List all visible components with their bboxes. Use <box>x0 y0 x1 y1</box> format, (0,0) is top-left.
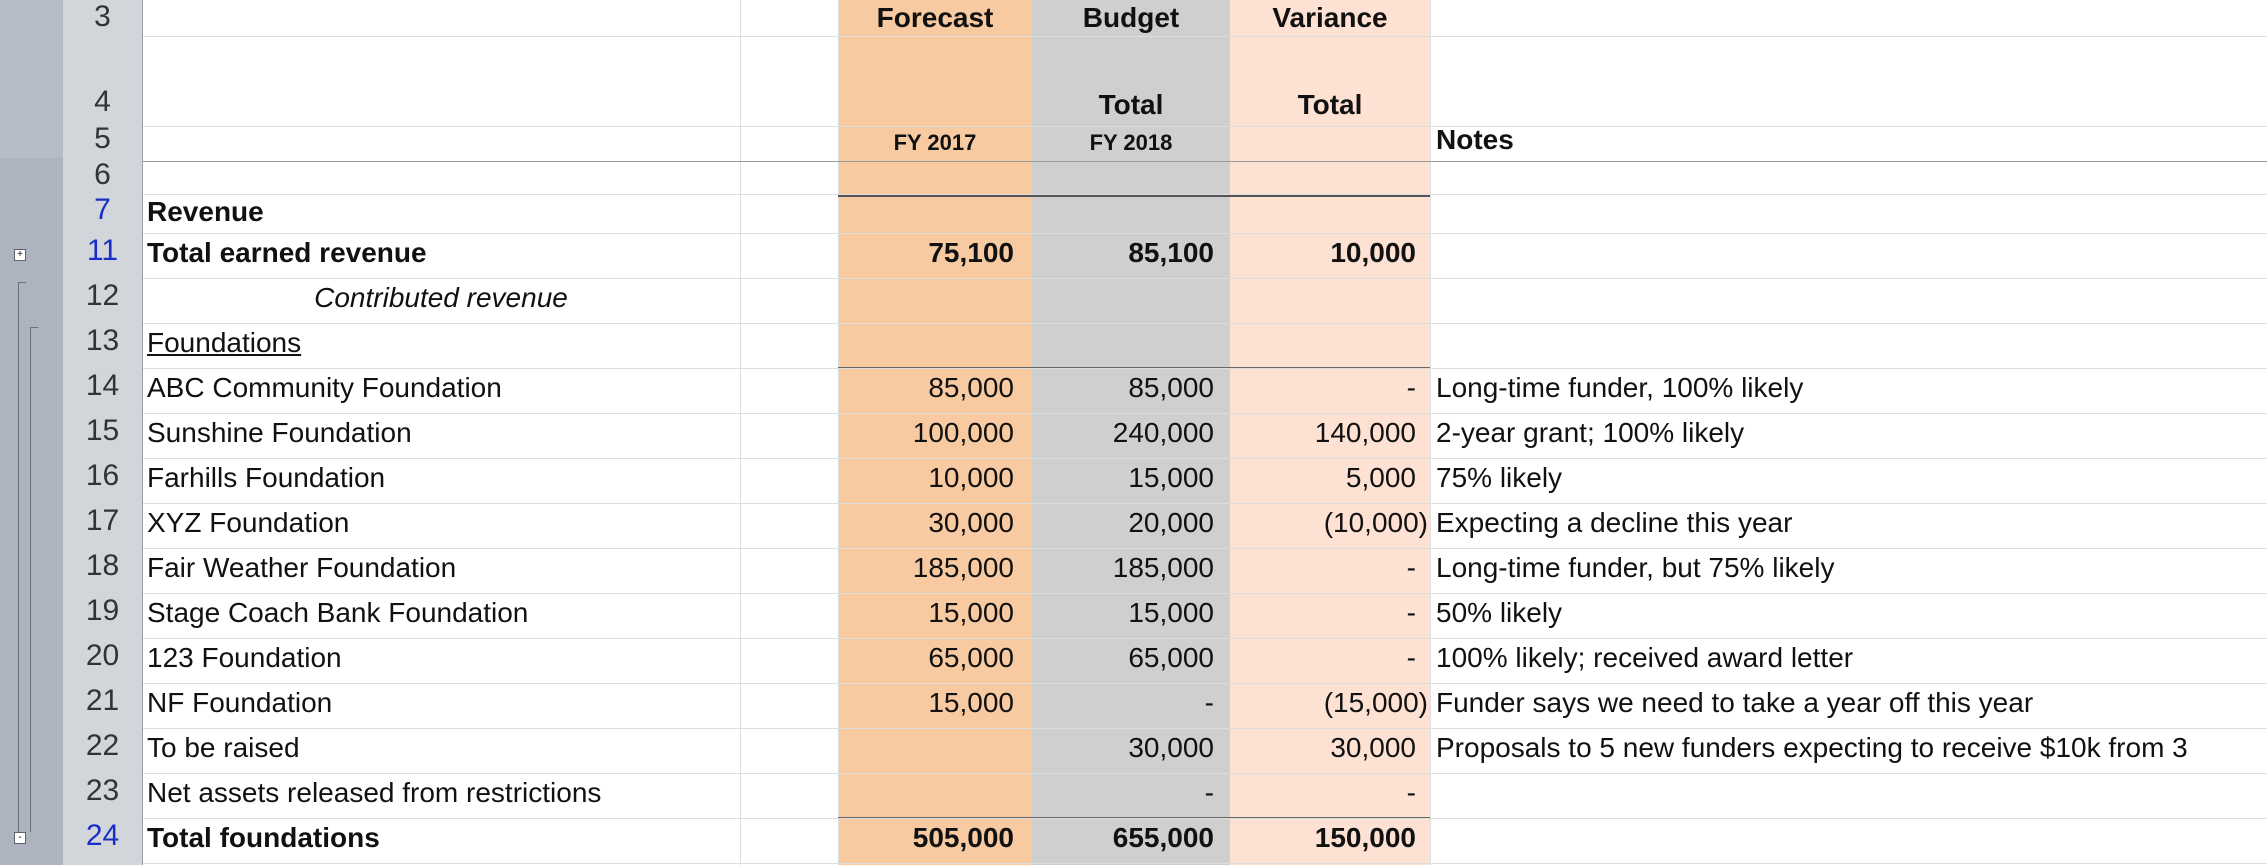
row-number[interactable]: 16 <box>85 459 120 492</box>
row-label[interactable]: To be raised <box>147 732 300 763</box>
section-rule <box>838 367 1430 368</box>
grid-hline <box>142 863 2267 864</box>
outline-gutter <box>0 0 63 865</box>
row-number[interactable]: 4 <box>94 85 111 118</box>
grid-hline <box>142 548 2267 549</box>
row-label[interactable]: Fair Weather Foundation <box>147 552 457 583</box>
budget-cell[interactable]: - <box>1204 777 1214 808</box>
outline-bracket-tick <box>18 282 26 283</box>
budget-header[interactable]: Budget <box>1082 2 1180 33</box>
variance-cell[interactable]: 30,000 <box>1330 732 1416 763</box>
row-number[interactable]: 5 <box>94 122 111 155</box>
variance-cell[interactable]: 140,000 <box>1314 417 1416 448</box>
forecast-header[interactable]: Forecast <box>876 2 994 33</box>
row-number[interactable]: 15 <box>85 414 120 447</box>
forecast-cell[interactable]: 100,000 <box>912 417 1014 448</box>
notes-header[interactable]: Notes <box>1436 124 1514 155</box>
forecast-year[interactable]: FY 2017 <box>893 130 977 155</box>
note-cell[interactable]: 2-year grant; 100% likely <box>1436 417 1745 448</box>
forecast-cell[interactable]: 85,000 <box>928 372 1014 403</box>
grid-hline <box>142 818 2267 819</box>
variance-cell[interactable]: - <box>1406 642 1416 673</box>
row-label-revenue[interactable]: Revenue <box>147 196 264 227</box>
grid-hline <box>142 233 2267 234</box>
budget-cell[interactable]: 65,000 <box>1128 642 1214 673</box>
budget-cell[interactable]: 15,000 <box>1128 597 1214 628</box>
grid-vline <box>1430 0 1431 865</box>
forecast-cell[interactable]: 10,000 <box>928 462 1014 493</box>
grid-hline <box>142 368 2267 369</box>
variance-cell[interactable]: - <box>1406 597 1416 628</box>
grid-hline <box>142 458 2267 459</box>
row-label[interactable]: NF Foundation <box>147 687 333 718</box>
budget-cell[interactable]: 30,000 <box>1128 732 1214 763</box>
budget-cell[interactable]: 185,000 <box>1112 552 1214 583</box>
row-number[interactable]: 23 <box>85 774 120 807</box>
row-number[interactable]: 11 <box>86 234 119 267</box>
budget-cell[interactable]: 20,000 <box>1128 507 1214 538</box>
budget-year[interactable]: FY 2018 <box>1089 130 1173 155</box>
row-label[interactable]: Stage Coach Bank Foundation <box>147 597 529 628</box>
row-label[interactable]: ABC Community Foundation <box>147 372 502 403</box>
grid-hline <box>142 323 2267 324</box>
forecast-cell[interactable]: 75,100 <box>928 237 1014 268</box>
row-number[interactable]: 17 <box>85 504 120 537</box>
variance-header[interactable]: Variance <box>1272 2 1388 33</box>
budget-subheader[interactable]: Total <box>1098 89 1164 120</box>
budget-cell[interactable]: 85,100 <box>1128 237 1214 268</box>
variance-cell[interactable]: 10,000 <box>1330 237 1416 268</box>
note-cell[interactable]: Long-time funder, but 75% likely <box>1436 552 1835 583</box>
budget-cell[interactable]: 85,000 <box>1128 372 1214 403</box>
note-cell[interactable]: Funder says we need to take a year off this year <box>1436 687 2034 718</box>
budget-cell[interactable]: - <box>1204 687 1214 718</box>
outline-bracket <box>18 282 19 842</box>
grid-hline <box>142 126 2267 127</box>
row-number[interactable]: 6 <box>94 158 111 191</box>
note-cell[interactable]: Proposals to 5 new funders expecting to receive $10k from 3 <box>1436 732 2188 763</box>
row-label[interactable]: 123 Foundation <box>147 642 342 673</box>
row-number[interactable]: 12 <box>85 279 120 312</box>
grid-hline <box>142 278 2267 279</box>
row-label[interactable]: Sunshine Foundation <box>147 417 412 448</box>
row-number[interactable]: 14 <box>85 369 120 402</box>
row-number[interactable]: 19 <box>85 594 120 627</box>
forecast-cell[interactable]: 505,000 <box>912 822 1014 853</box>
total-rule <box>838 817 1430 818</box>
budget-cell[interactable]: 655,000 <box>1112 822 1214 853</box>
outline-gutter-header <box>0 0 63 158</box>
grid-hline <box>142 593 2267 594</box>
forecast-cell[interactable]: 30,000 <box>928 507 1014 538</box>
row-number[interactable]: 21 <box>85 684 120 717</box>
grid-hline <box>142 638 2267 639</box>
forecast-cell[interactable]: 15,000 <box>928 687 1014 718</box>
note-cell[interactable]: 75% likely <box>1436 462 1563 493</box>
budget-cell[interactable]: 240,000 <box>1112 417 1214 448</box>
variance-cell[interactable]: - <box>1406 777 1416 808</box>
budget-cell[interactable]: 15,000 <box>1128 462 1214 493</box>
row-number[interactable]: 13 <box>85 324 120 357</box>
row-number[interactable]: 7 <box>94 193 111 226</box>
row-number[interactable]: 24 <box>85 819 120 852</box>
note-cell[interactable]: Long-time funder, 100% likely <box>1436 372 1804 403</box>
grid-hline <box>142 413 2267 414</box>
variance-cell[interactable]: - <box>1406 552 1416 583</box>
forecast-cell[interactable]: 65,000 <box>928 642 1014 673</box>
variance-cell[interactable]: 5,000 <box>1345 462 1416 493</box>
note-cell[interactable]: 100% likely; received award letter <box>1436 642 1854 673</box>
grid-hline <box>142 161 2267 162</box>
variance-cell[interactable]: (10,000) <box>1323 507 1428 538</box>
row-label-total-foundations[interactable]: Total foundations <box>147 822 380 853</box>
outline-bracket <box>30 327 31 832</box>
variance-cell[interactable]: - <box>1406 372 1416 403</box>
row-number[interactable]: 22 <box>85 729 120 762</box>
grid-hline <box>142 503 2267 504</box>
header-rule <box>838 195 1430 197</box>
expand-group-button[interactable]: + <box>14 249 26 261</box>
row-label-contributed-revenue[interactable]: Contributed revenue <box>314 282 568 313</box>
row-header-column <box>63 0 143 865</box>
row-label[interactable]: Net assets released from restrictions <box>147 777 602 808</box>
row-label-foundations[interactable]: Foundations <box>147 327 302 358</box>
note-cell[interactable]: 50% likely <box>1436 597 1563 628</box>
row-number[interactable]: 20 <box>85 639 120 672</box>
row-number[interactable]: 18 <box>85 549 120 582</box>
grid-hline <box>142 773 2267 774</box>
variance-subheader[interactable]: Total <box>1297 89 1363 120</box>
row-number[interactable]: 3 <box>94 0 111 33</box>
variance-cell[interactable]: 150,000 <box>1314 822 1416 853</box>
collapse-group-button[interactable]: - <box>14 832 26 844</box>
note-cell[interactable]: Expecting a decline this year <box>1436 507 1793 538</box>
forecast-cell[interactable]: 15,000 <box>928 597 1014 628</box>
forecast-cell[interactable]: 185,000 <box>912 552 1014 583</box>
grid-hline <box>142 36 2267 37</box>
grid-vline <box>740 0 741 865</box>
row-label[interactable]: XYZ Foundation <box>147 507 350 538</box>
row-label-total-earned-revenue[interactable]: Total earned revenue <box>147 237 427 268</box>
grid-hline <box>142 683 2267 684</box>
outline-bracket-tick <box>30 327 38 328</box>
grid-hline <box>142 728 2267 729</box>
row-label[interactable]: Farhills Foundation <box>147 462 386 493</box>
variance-cell[interactable]: (15,000) <box>1323 687 1428 718</box>
